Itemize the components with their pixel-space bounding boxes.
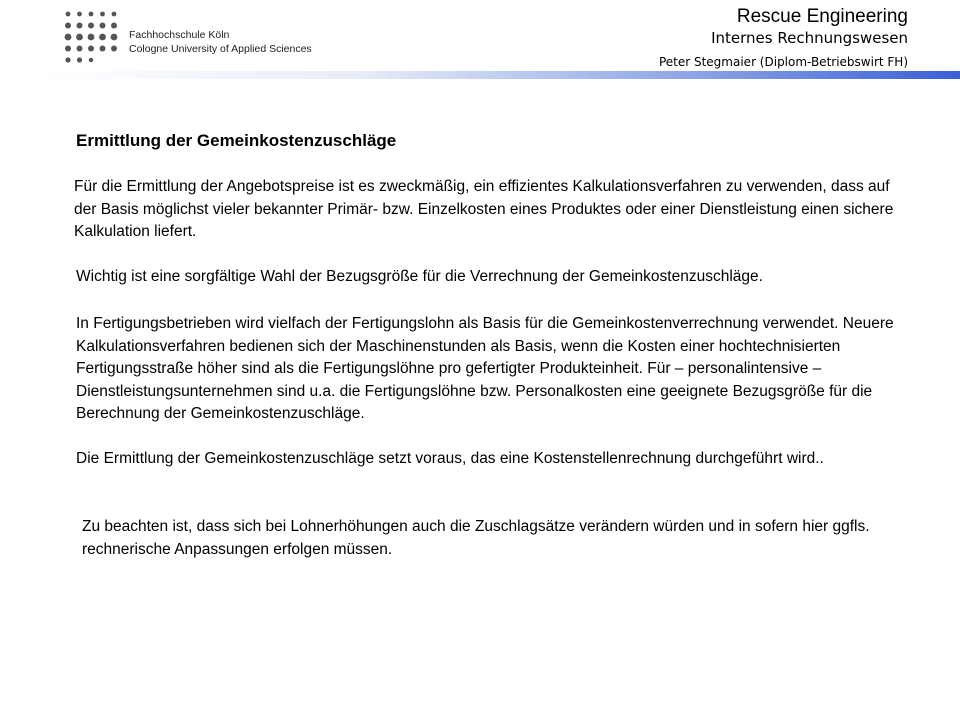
logo-dot: [65, 23, 71, 29]
logo-dot: [111, 34, 118, 41]
logo-dot: [77, 57, 82, 62]
logo-dot: [99, 34, 106, 41]
logo-dot: [77, 46, 83, 52]
logo-dot: [65, 46, 71, 52]
logo-dot: [65, 34, 72, 41]
logo-dot: [65, 57, 70, 62]
paragraph-1: Für die Ermittlung der Angebotspreise ist es zweckmäßig, ein effizientes Kalkulationsverfahren zu verwenden, dass auf der Basis möglichst vieler bekannter Primär- bzw. Einzelkosten eines Produktes oder einer Dienstleistung einen sichere Kalkulation liefert.: [74, 178, 894, 240]
logo-dot: [111, 23, 117, 29]
author-line: Peter Stegmaier (Diplom-Betriebswirt FH): [658, 55, 908, 69]
paragraph-5: Zu beachten ist, dass sich bei Lohnerhöhungen auch die Zuschlagsätze verändern würden und in sofern hier ggfls. rechnerische Anpassungen erfolgen müssen.: [82, 518, 870, 558]
logo-dot: [89, 58, 93, 62]
logo-line-1: Fachhochschule Köln: [129, 29, 230, 41]
header-rule: [40, 71, 960, 79]
paragraph-4: Die Ermittlung der Gemeinkostenzuschläge setzt voraus, das eine Kostenstellenrechnung durchgeführt wird..: [76, 450, 824, 467]
logo-dot: [100, 46, 106, 52]
paragraph-3: In Fertigungsbetrieben wird vielfach der Fertigungslohn als Basis für die Gemeinkostenverrechnung verwendet. Neuere Kalkulationsverfahren bedienen sich der Maschinenstunden als Basis, wenn die Kosten einer hochtechnisierten Fertigungsstraße höher sind als die Fertigungslöhne pro gefertigter Produkteinheit. Für – personalintensive – Dienstleistungsunternehmen sind u.a. die Fertigungslöhne bzw. Personalkosten eine geeignete Bezugsgröße für die Berechnung der Gemeinkostenzuschläge.: [76, 315, 894, 422]
logo-dot: [76, 34, 83, 41]
logo-text: [129, 28, 312, 56]
logo-dot: [89, 12, 94, 17]
logo-dot: [88, 34, 95, 41]
course-subtitle: Internes Rechnungswesen: [711, 29, 908, 47]
logo-dot: [111, 46, 117, 52]
course-title: Rescue Engineering: [736, 6, 908, 27]
logo-dot: [88, 23, 94, 29]
logo-dot: [77, 12, 82, 17]
slide-heading: Ermittlung der Gemeinkostenzuschläge: [76, 131, 397, 150]
logo-dot: [100, 12, 105, 17]
logo-dot: [88, 46, 94, 52]
logo-dot: [77, 23, 83, 29]
paragraph-2: Wichtig ist eine sorgfältige Wahl der Bezugsgröße für die Verrechnung der Gemeinkostenzuschläge.: [76, 268, 763, 285]
logo-dot: [112, 12, 117, 17]
logo-line-2: Cologne University of Applied Sciences: [129, 43, 312, 55]
logo-dot: [100, 23, 106, 29]
header-info: [659, 6, 908, 70]
logo-dot: [66, 12, 71, 17]
university-logo: [62, 8, 332, 66]
dot-grid-logo-icon: [62, 8, 122, 66]
